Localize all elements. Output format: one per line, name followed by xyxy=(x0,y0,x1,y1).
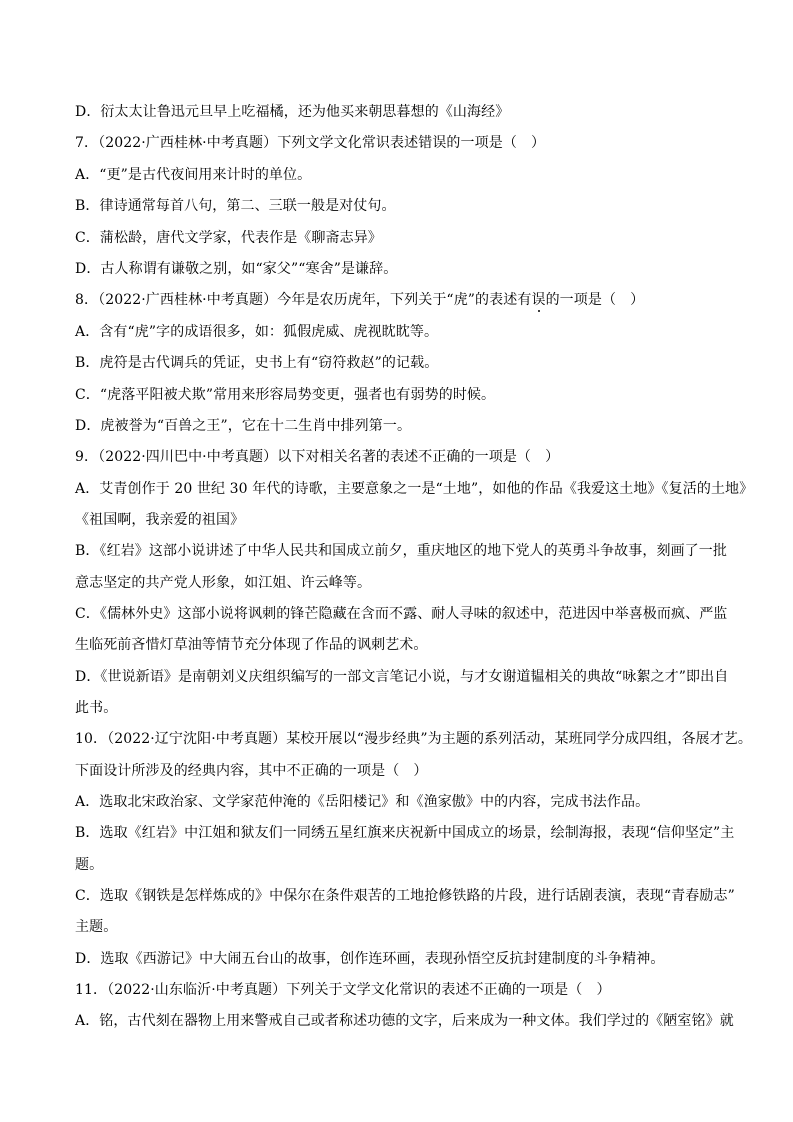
q7-option-d: D．古人称谓有谦敬之别，如“家父”“寒舍”是谦辞。 xyxy=(75,261,398,277)
q9-option-c-line2: 生临死前吝惜灯草油等情节充分体现了作品的讽刺艺术。 xyxy=(75,637,428,653)
q10-stem-line2: 下面设计所涉及的经典内容，其中不正确的一项是（ ） xyxy=(75,763,428,779)
q9-option-a-line1: A．艾青创作于 20 世纪 30 年代的诗歌，主要意象之一是“土地”，如他的作品《我爱这土地》《复活的土地》 xyxy=(75,481,754,497)
q7-stem: 7．（2022·广西桂林·中考真题）下列文学文化常识表述错误的一项是（ ） xyxy=(75,135,546,151)
q10-option-a: A．选取北宋政治家、文学家范仲淹的《岳阳楼记》和《渔家傲》中的内容，完成书法作品。 xyxy=(75,794,650,810)
q10-option-b-line1: B．选取《红岩》中江姐和狱友们一同绣五星红旗来庆祝新中国成立的场景，绘制海报，表现“信仰坚定”主 xyxy=(75,825,735,841)
q8-option-d: D．虎被誉为“百兽之王”，它在十二生肖中排列第一。 xyxy=(75,418,412,434)
q9-stem: 9．（2022·四川巴中·中考真题）以下对相关名著的表述不正确的一项是（ ） xyxy=(75,449,560,465)
q10-option-d: D．选取《西游记》中大闹五台山的故事，创作连环画，表现孙悟空反抗封建制度的斗争精神。 xyxy=(75,951,665,967)
q7-option-a: A．“更”是古代夜间用来计时的单位。 xyxy=(75,167,312,183)
q11-option-a-line1: A．铭，古代刻在器物上用来警戒自己或者称述功德的文字，后来成为一种文体。我们学过的《陋室铭》就 xyxy=(75,1013,734,1029)
q9-option-d-line2: 此书。 xyxy=(75,700,118,716)
q8-stem xyxy=(75,291,735,309)
q8-stem-after: 的一项是（ ） xyxy=(545,292,645,308)
q7-option-b: B．律诗通常每首八句，第二、三联一般是对仗句。 xyxy=(75,198,396,214)
q6-option-d: D．衍太太让鲁迅元旦早上吃福橘，还为他买来朝思暮想的《山海经》 xyxy=(75,104,510,120)
q8-option-c: C．“虎落平阳被犬欺”常用来形容局势变更，强者也有弱势的时候。 xyxy=(75,387,496,403)
q7-option-c: C．蒲松龄，唐代文学家，代表作是《聊斋志异》 xyxy=(75,230,382,246)
q8-option-b: B．虎符是古代调兵的凭证，史书上有“窃符救赵”的记载。 xyxy=(75,355,439,371)
q9-option-c-line1: C．《儒林外史》这部小说将讽刺的锋芒隐藏在含而不露、耐人寻味的叙述中，范进因中举喜极而疯、严监 xyxy=(75,606,728,622)
q10-option-b-line2: 题。 xyxy=(75,857,104,873)
q9-option-b-line2: 意志坚定的共产党人形象，如江姐、许云峰等。 xyxy=(75,575,372,591)
q10-stem-line1: 10．（2022·辽宁沈阳·中考真题）某校开展以“漫步经典”为主题的系列活动，某班同学分成四组，各展才艺。 xyxy=(75,731,752,747)
q10-option-c-line2: 主题。 xyxy=(75,919,118,935)
q10-option-c-line1: C．选取《钢铁是怎样炼成的》中保尔在条件艰苦的工地抢修铁路的片段，进行话剧表演，表现“青春励志” xyxy=(75,888,735,904)
q9-option-d-line1: D．《世说新语》是南朝刘义庆组织编写的一部文言笔记小说，与才女谢道韫相关的典故“咏絮之才”即出自 xyxy=(75,669,729,685)
q11-stem: 11．（2022·山东临沂·中考真题）下列关于文学文化常识的表述不正确的一项是（ ） xyxy=(75,982,611,998)
q8-stem-emphasis: 误 xyxy=(531,292,546,308)
q9-option-b-line1: B．《红岩》这部小说讲述了中华人民共和国成立前夕，重庆地区的地下党人的英勇斗争故事，刻画了一批 xyxy=(75,543,727,559)
q9-option-a-line2: 《祖国啊，我亲爱的祖国》 xyxy=(75,512,245,528)
q8-stem-before: 8．（2022·广西桂林·中考真题）今年是农历虎年，下列关于“虎”的表述有 xyxy=(75,292,532,308)
q8-option-a: A．含有“虎”字的成语很多，如：狐假虎威、虎视眈眈等。 xyxy=(75,324,439,340)
